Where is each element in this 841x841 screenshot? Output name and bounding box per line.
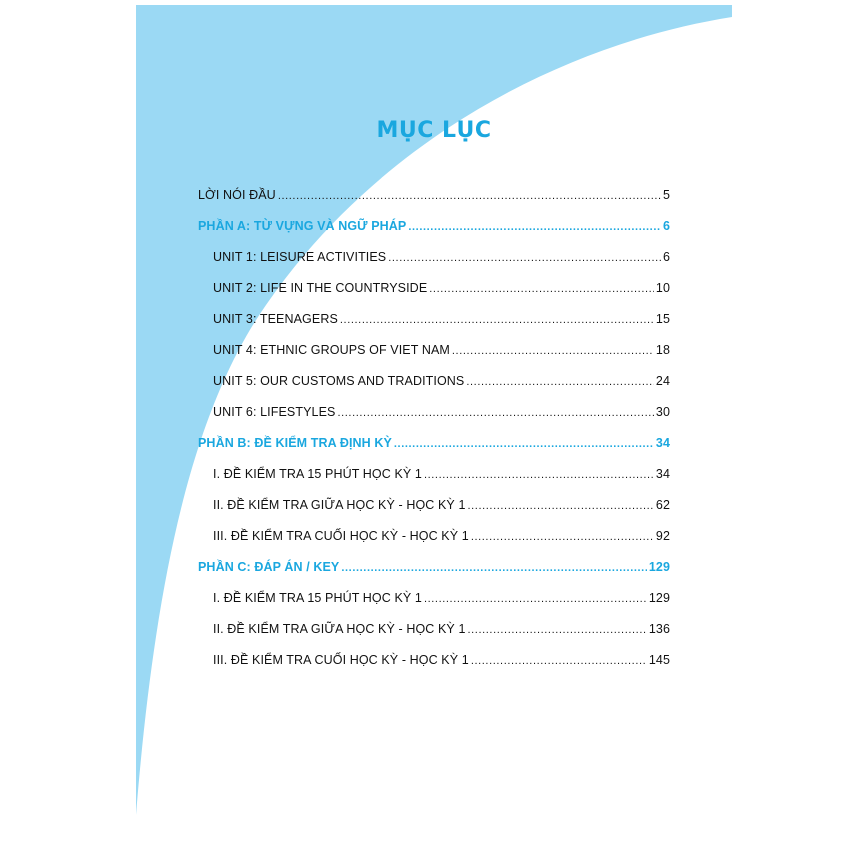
dot-leader	[466, 376, 654, 388]
toc-entry-page: 15	[655, 312, 670, 326]
toc-entry-b-midterm-test[interactable]	[213, 498, 670, 512]
toc-entry-c-midterm-test[interactable]	[213, 622, 670, 636]
dot-leader	[394, 438, 654, 450]
toc-entry-page: 145	[648, 653, 670, 667]
book-page	[136, 5, 732, 815]
dot-leader	[340, 314, 654, 326]
toc-entry-unit-6[interactable]	[213, 405, 670, 419]
toc-entry-label: UNIT 3: TEENAGERS	[213, 312, 338, 326]
toc-entry-page: 34	[655, 436, 670, 450]
toc-entry-page: 34	[655, 467, 670, 481]
toc-entry-label: LỜI NÓI ĐẦU	[198, 188, 276, 202]
toc-entry-page: 18	[655, 343, 670, 357]
toc-entry-unit-1[interactable]	[213, 250, 670, 264]
toc-entry-page: 10	[655, 281, 670, 295]
toc-entry-label: II. ĐỀ KIỂM TRA GIỮA HỌC KỲ - HỌC KỲ 1	[213, 622, 466, 636]
toc-entry-c-final-test[interactable]	[213, 653, 670, 667]
toc-entry-c-15-minute-test[interactable]	[213, 591, 670, 605]
toc-entry-page: 92	[655, 529, 670, 543]
toc-entry-label: III. ĐỀ KIỂM TRA CUỐI HỌC KỲ - HỌC KỲ 1	[213, 529, 469, 543]
toc-entry-page: 5	[662, 188, 670, 202]
dot-leader	[388, 252, 661, 264]
toc-entry-label: III. ĐỀ KIỂM TRA CUỐI HỌC KỲ - HỌC KỲ 1	[213, 653, 469, 667]
dot-leader	[341, 562, 646, 574]
dot-leader	[471, 655, 647, 667]
toc-entry-label: UNIT 2: LIFE IN THE COUNTRYSIDE	[213, 281, 428, 295]
toc-entry-label: I. ĐỀ KIỂM TRA 15 PHÚT HỌC KỲ 1	[213, 591, 422, 605]
toc-entry-page: 6	[662, 219, 670, 233]
toc-entry-page: 6	[662, 250, 670, 264]
dot-leader	[468, 500, 654, 512]
toc-entry-page: 62	[655, 498, 670, 512]
toc-entry-page: 129	[648, 591, 670, 605]
toc-entry-b-final-test[interactable]	[213, 529, 670, 543]
toc-entry-label: PHẦN C: ĐÁP ÁN / KEY	[198, 560, 340, 574]
toc-entry-unit-2[interactable]	[213, 281, 670, 295]
dot-leader	[471, 531, 654, 543]
toc-entry-label: UNIT 5: OUR CUSTOMS AND TRADITIONS	[213, 374, 465, 388]
dot-leader	[424, 469, 654, 481]
toc-entry-page: 24	[655, 374, 670, 388]
toc-entry-part-c[interactable]	[198, 560, 670, 574]
toc-entry-label: PHẦN A: TỪ VỰNG VÀ NGỮ PHÁP	[198, 219, 407, 233]
dot-leader	[468, 624, 647, 636]
page-title: MỤC LỤC	[376, 118, 492, 143]
dot-leader	[424, 593, 647, 605]
dot-leader	[337, 407, 653, 419]
toc-entry-page: 136	[648, 622, 670, 636]
toc-entry-unit-5[interactable]	[213, 374, 670, 388]
table-of-contents	[136, 5, 732, 815]
toc-entry-unit-4[interactable]	[213, 343, 670, 357]
toc-entry-part-b[interactable]	[198, 436, 670, 450]
toc-entry-label: I. ĐỀ KIỂM TRA 15 PHÚT HỌC KỲ 1	[213, 467, 422, 481]
toc-entry-intro[interactable]	[198, 188, 670, 202]
toc-entry-label: II. ĐỀ KIỂM TRA GIỮA HỌC KỲ - HỌC KỲ 1	[213, 498, 466, 512]
dot-leader	[429, 283, 654, 295]
dot-leader	[278, 190, 661, 202]
toc-entry-label: UNIT 1: LEISURE ACTIVITIES	[213, 250, 387, 264]
toc-entry-label: UNIT 4: ETHNIC GROUPS OF VIET NAM	[213, 343, 450, 357]
toc-entry-page: 30	[655, 405, 670, 419]
toc-entry-label: PHẦN B: ĐỀ KIỂM TRA ĐỊNH KỲ	[198, 436, 392, 450]
dot-leader	[452, 345, 654, 357]
toc-entry-b-15-minute-test[interactable]	[213, 467, 670, 481]
dot-leader	[408, 221, 661, 233]
toc-entry-label: UNIT 6: LIFESTYLES	[213, 405, 336, 419]
toc-entry-part-a[interactable]	[198, 219, 670, 233]
toc-entry-unit-3[interactable]	[213, 312, 670, 326]
toc-entry-page: 129	[648, 560, 670, 574]
